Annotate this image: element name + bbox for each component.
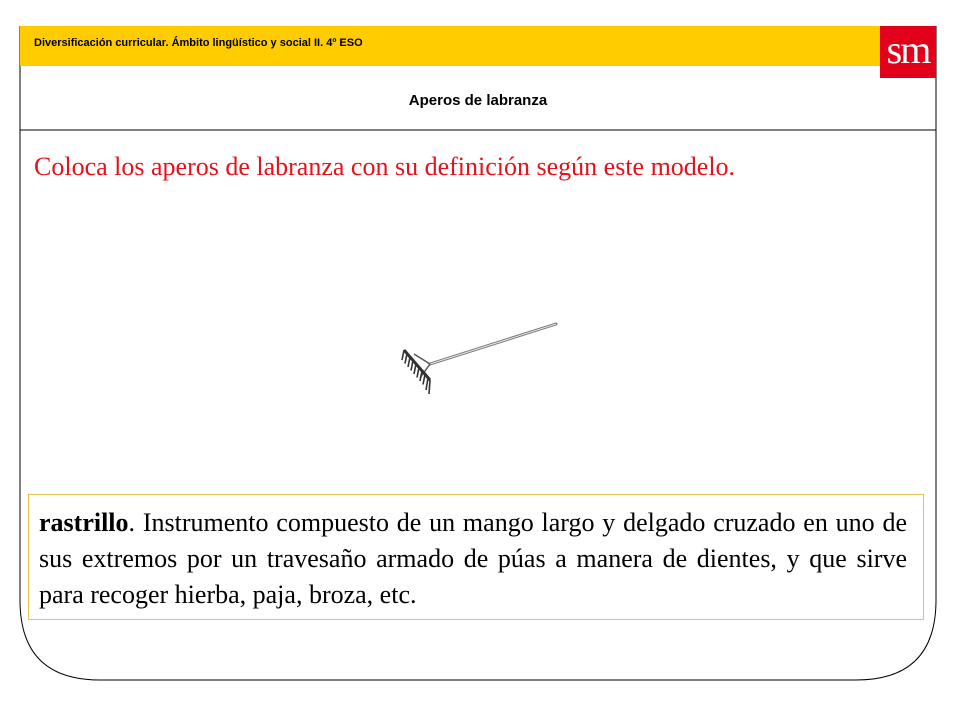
definition-box	[28, 494, 924, 620]
slide-title: Aperos de labranza	[408, 92, 548, 109]
rake-icon	[396, 318, 566, 402]
instruction-text: Coloca los aperos de labranza con su definición según este modelo.	[34, 152, 736, 181]
course-label: Diversificación curricular. Ámbito lingüístico y social II. 4º ESO	[34, 37, 363, 49]
definition-term: rastrillo	[39, 508, 129, 537]
definition-body: . Instrumento compuesto de un mango largo y delgado cruzado en uno de sus extremos por un travesaño armado de púas a manera de dientes, y que sirve para recoger hierba, paja, broza, etc.	[39, 508, 907, 609]
definition-text	[39, 505, 907, 613]
publisher-logo: sm	[880, 26, 936, 78]
